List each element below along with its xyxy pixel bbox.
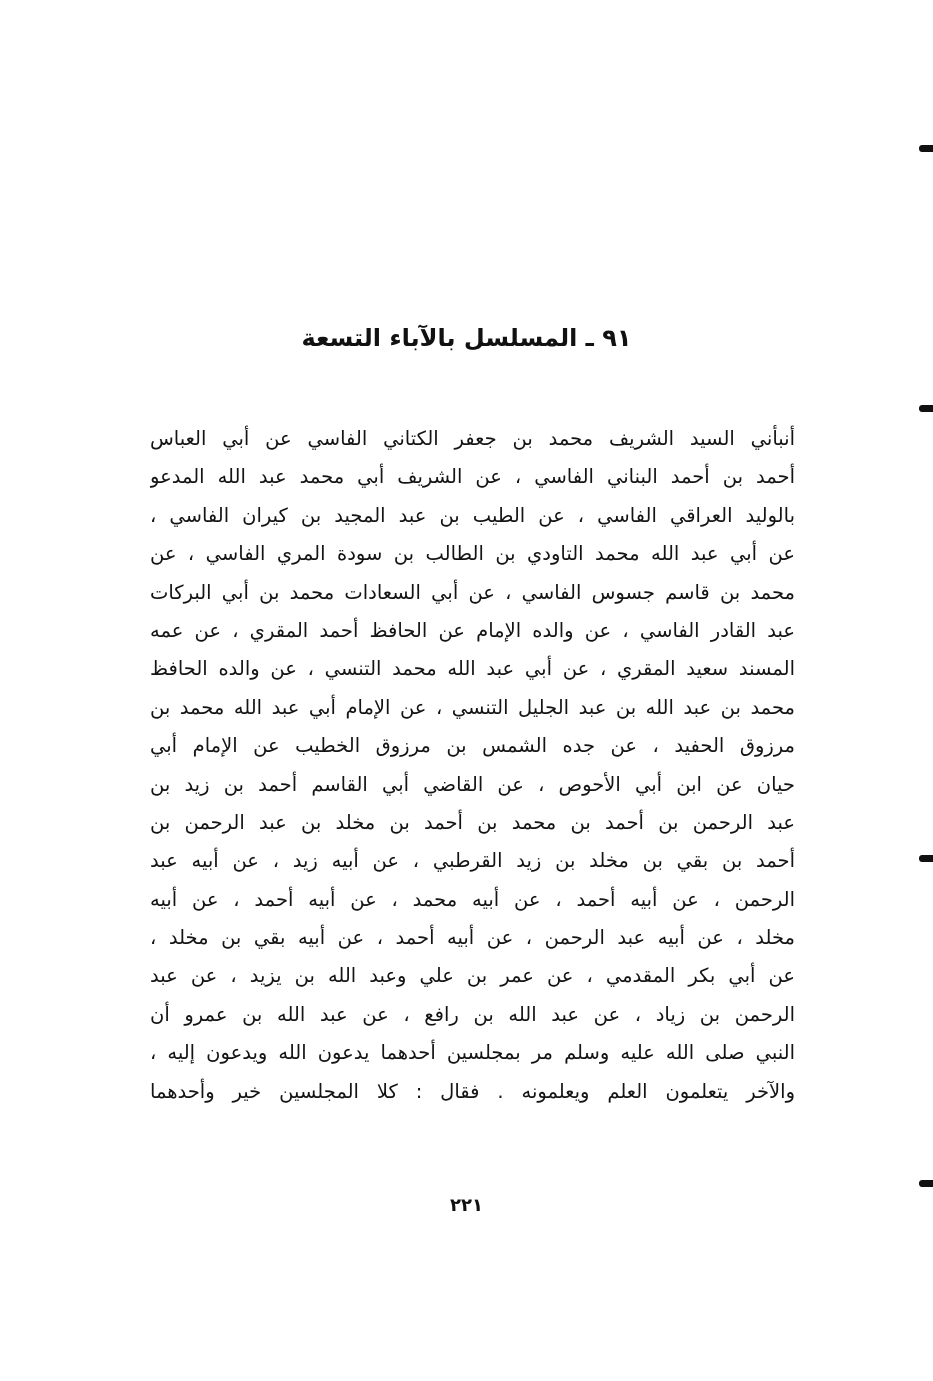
text-line-13: الرحمن ، عن أبيه أحمد ، عن أبيه محمد ، عن أبيه أحمد ، عن أبيه — [150, 887, 795, 911]
scan-edge-mark — [919, 145, 933, 152]
text-line-6: عبد القادر الفاسي ، عن والده الإمام عن الحافظ أحمد المقري ، عن عمه — [150, 618, 795, 642]
text-line-2: أحمد بن أحمد البناني الفاسي ، عن الشريف أبي محمد عبد الله المدعو — [150, 465, 795, 489]
text-line-12: أحمد بن بقي بن مخلد بن زيد القرطبي ، عن أبيه زيد ، عن أبيه عبد — [150, 849, 795, 873]
text-line-5: محمد بن قاسم جسوس الفاسي ، عن أبي السعادات محمد بن أبي البركات — [150, 580, 795, 604]
text-line-14: مخلد ، عن أبيه عبد الرحمن ، عن أبيه أحمد ، عن أبيه بقي بن مخلد ، — [150, 926, 795, 950]
scan-edge-mark — [919, 405, 933, 412]
text-line-3: بالوليد العراقي الفاسي ، عن الطيب بن عبد المجيد بن كيران الفاسي ، — [150, 503, 795, 527]
scan-edge-mark — [919, 1180, 933, 1187]
page-number: ٢٢١ — [450, 1195, 483, 1216]
text-line-11: عبد الرحمن بن أحمد بن محمد بن أحمد بن مخلد بن عبد الرحمن بن — [150, 810, 795, 834]
text-line-10: حيان عن ابن أبي الأحوص ، عن القاضي أبي القاسم أحمد بن زيد بن — [150, 772, 795, 796]
text-line-18: والآخر يتعلمون العلم ويعلمونه . فقال : كلا المجلسين خير وأحدهما — [150, 1079, 795, 1103]
scan-edge-mark — [919, 855, 933, 862]
text-line-8: محمد بن عبد الله بن عبد الجليل التنسي ، عن الإمام أبي عبد الله محمد بن — [150, 695, 795, 719]
section-title: ٩١ ـ المسلسل بالآباء التسعة — [301, 324, 632, 352]
text-line-7: المسند سعيد المقري ، عن أبي عبد الله محمد التنسي ، عن والده الحافظ — [150, 657, 795, 681]
text-line-16: الرحمن بن زياد ، عن عبد الله بن رافع ، عن عبد الله بن عمرو أن — [150, 1002, 795, 1026]
text-line-17: النبي صلى الله عليه وسلم مر بمجلسين أحدهما يدعون الله ويدعون إليه ، — [150, 1041, 795, 1065]
text-line-1: أنبأني السيد الشريف محمد بن جعفر الكتاني الفاسي عن أبي العباس — [150, 427, 795, 450]
body-paragraph — [150, 420, 795, 1111]
text-line-9: مرزوق الحفيد ، عن جده الشمس بن مرزوق الخطيب عن الإمام أبي — [150, 734, 795, 758]
text-line-4: عن أبي عبد الله محمد التاودي بن الطالب بن سودة المري الفاسي ، عن — [150, 542, 795, 566]
text-line-15: عن أبي بكر المقدمي ، عن عمر بن علي وعبد الله بن يزيد ، عن عبد — [150, 964, 795, 988]
